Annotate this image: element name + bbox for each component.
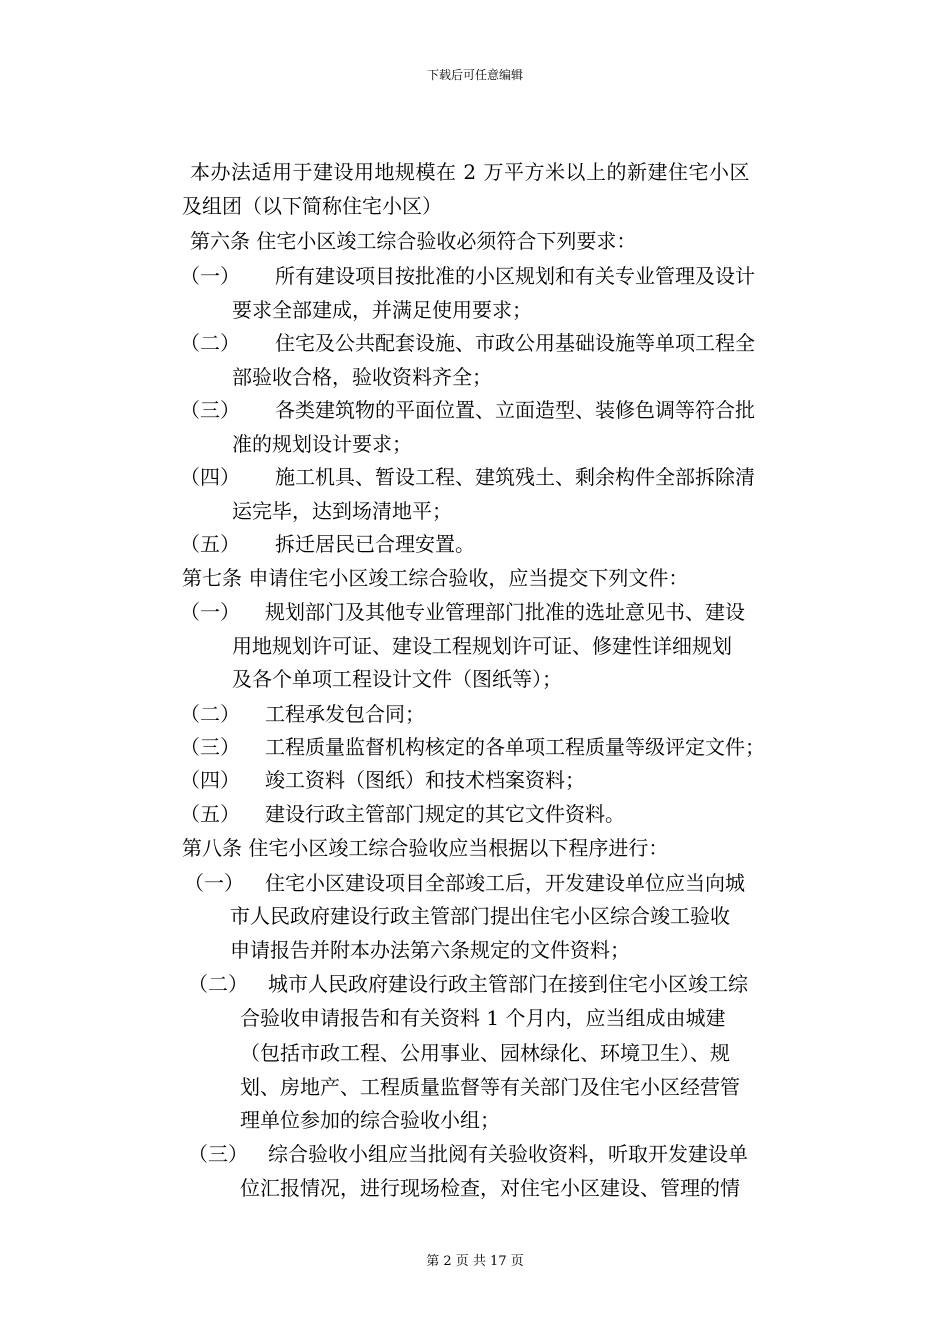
art6-item-2-label: （二） [180,331,240,355]
art8-item-2-line-4: 划、房地产、工程质量监督等有关部门及住宅小区经营管 [240,1075,740,1099]
art8-item-2-line-2: 合验收申请报告和有关资料 1 个月内，应当组成由城建 [240,1006,726,1030]
art6-item-4-line-2: 运完毕，达到场清地平； [232,499,452,523]
article-7-heading: 第七条 申请住宅小区竣工综合验收，应当提交下列文件： [182,566,689,590]
art7-item-5-line-1: 建设行政主管部门规定的其它文件资料。 [265,802,625,826]
art6-item-4-label: （四） [180,465,240,489]
art8-item-2-line-3: （包括市政工程、公用事业、园林绿化、环境卫生）、规 [240,1041,730,1065]
art7-item-2-line-1: 工程承发包合同； [265,702,425,726]
art8-item-2-label: （二） [188,972,248,996]
intro-line-1: 本办法适用于建设用地规模在 2 万平方米以上的新建住宅小区 [190,160,750,184]
art7-item-4-label: （四） [180,768,240,792]
article-8-heading: 第八条 住宅小区竣工综合验收应当根据以下程序进行： [182,836,669,860]
art6-item-5-label: （五） [180,532,240,556]
art7-item-2-label: （二） [180,702,240,726]
art7-item-1-line-1: 规划部门及其他专业管理部门批准的选址意见书、建设 [265,600,745,624]
art6-item-1-line-1: 所有建设项目按批准的小区规划和有关专业管理及设计 [275,264,755,288]
art7-item-3-label: （三） [180,735,240,759]
art8-item-1-line-3: 申请报告并附本办法第六条规定的文件资料； [230,938,630,962]
art8-item-2-line-1: 城市人民政府建设行政主管部门在接到住宅小区竣工综 [268,972,748,996]
art7-item-1-line-2: 用地规划许可证、建设工程规划许可证、修建性详细规划 [232,634,732,658]
art6-item-4-line-1: 施工机具、暂设工程、建筑残土、剩余构件全部拆除清 [275,465,755,489]
art6-item-3-line-2: 准的规划设计要求； [232,432,412,456]
art6-item-2-line-2: 部验收合格，验收资料齐全； [232,365,492,389]
article-6-heading: 第六条 住宅小区竣工综合验收必须符合下列要求： [190,229,637,253]
art8-item-3-line-1: 综合验收小组应当批阅有关验收资料，听取开发建设单 [268,1142,748,1166]
art7-item-3-line-1: 工程质量监督机构核定的各单项工程质量等级评定文件； [265,735,765,759]
art8-item-1-line-1: 住宅小区建设项目全部竣工后，开发建设单位应当向城 [265,871,745,895]
art8-item-1-line-2: 市人民政府建设行政主管部门提出住宅小区综合竣工验收 [230,904,730,928]
art8-item-1-label: （一） [184,871,244,895]
art6-item-5-line-1: 拆迁居民已合理安置。 [275,532,475,556]
art8-item-2-line-5: 理单位参加的综合验收小组； [240,1108,500,1132]
art7-item-5-label: （五） [180,802,240,826]
art7-item-1-label: （一） [180,600,240,624]
page-header: 下载后可任意编辑 [426,68,523,82]
art6-item-2-line-1: 住宅及公共配套设施、市政公用基础设施等单项工程全 [275,331,755,355]
art6-item-1-label: （一） [180,264,240,288]
art7-item-1-line-3: 及各个单项工程设计文件（图纸等）； [232,667,562,691]
art6-item-1-line-2: 要求全部建成，并满足使用要求； [232,298,532,322]
art6-item-3-line-1: 各类建筑物的平面位置、立面造型、装修色调等符合批 [275,398,755,422]
art7-item-4-line-1: 竣工资料（图纸）和技术档案资料； [265,768,585,792]
page-footer: 第 2 页 共 17 页 [426,1254,524,1269]
intro-line-2: 及组团（以下简称住宅小区） [182,194,442,218]
art8-item-3-line-2: 位汇报情况，进行现场检查，对住宅小区建设、管理的情 [240,1176,740,1200]
art8-item-3-label: （三） [188,1142,248,1166]
art6-item-3-label: （三） [180,398,240,422]
